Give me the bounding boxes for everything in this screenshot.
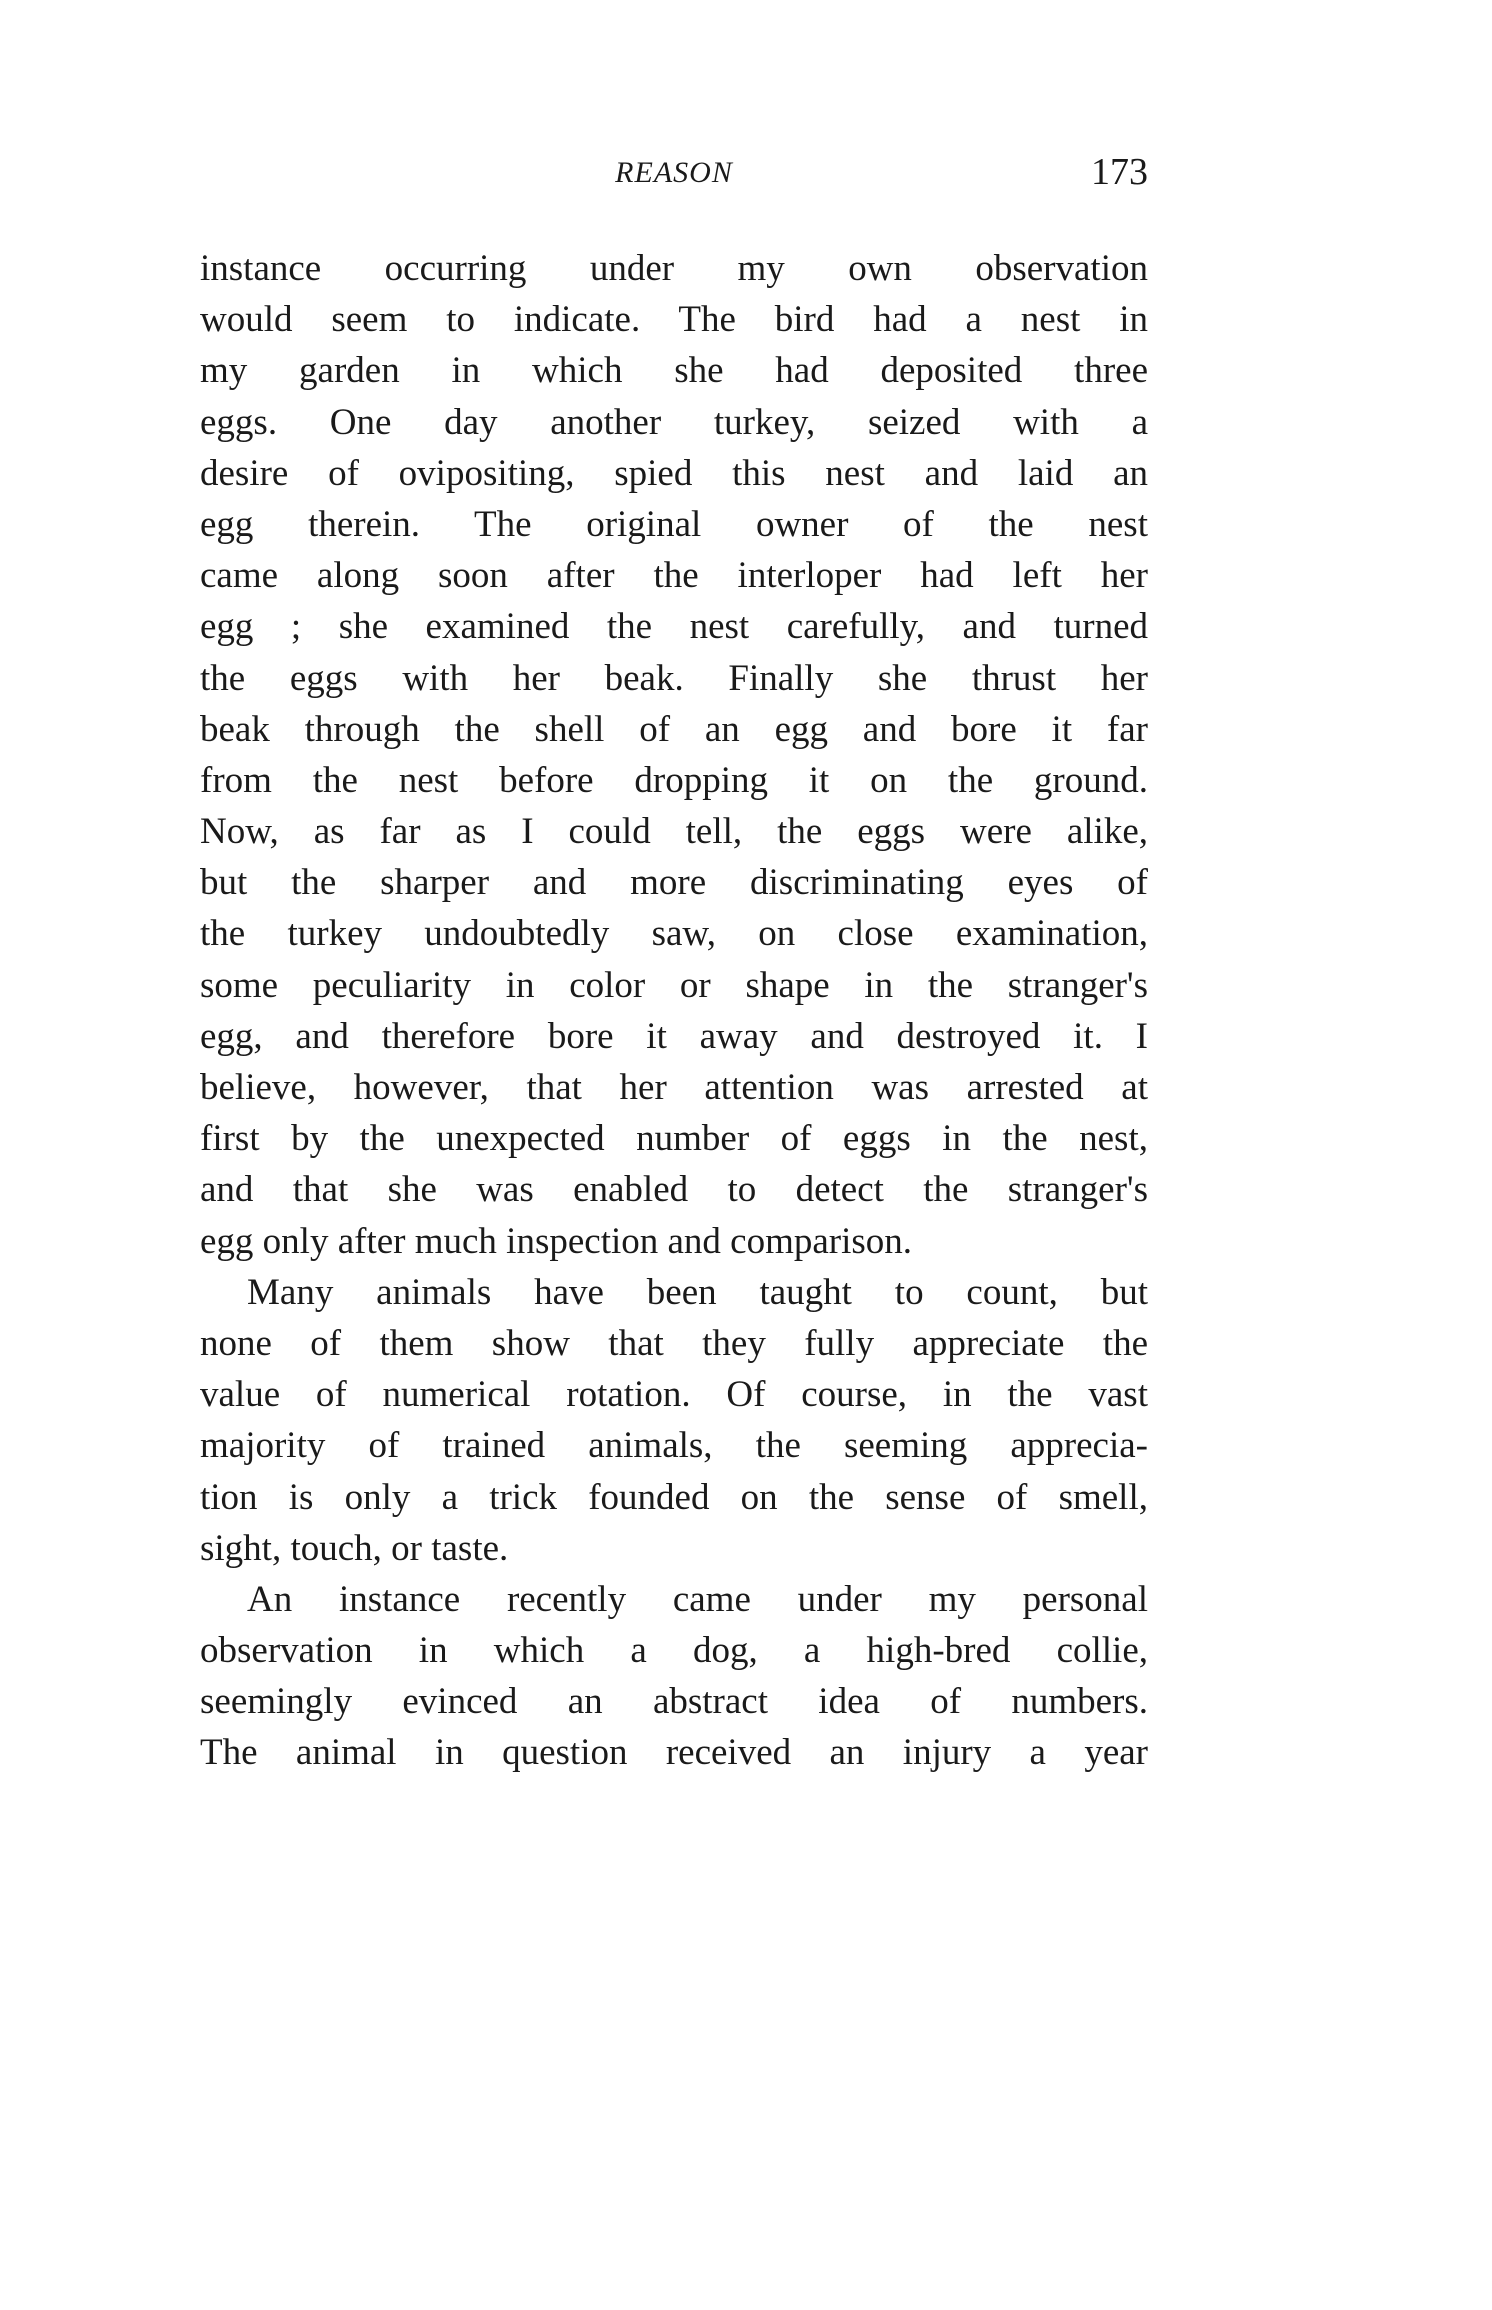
- text-line: majority of trained animals, the seeming apprecia-: [200, 1425, 1148, 1467]
- page-number: 173: [1091, 151, 1148, 193]
- text-line: from the nest before dropping it on the ground.: [200, 759, 1148, 801]
- page-header: [200, 150, 1148, 200]
- text-line: and that she was enabled to detect the stranger's: [200, 1169, 1148, 1211]
- text-line: desire of ovipositing, spied this nest and laid an: [200, 452, 1148, 494]
- text-line: none of them show that they fully appreciate the: [200, 1322, 1148, 1364]
- text-line: egg ; she examined the nest carefully, and turned: [200, 606, 1148, 648]
- text-line: but the sharper and more discriminating eyes of: [200, 862, 1148, 904]
- text-line: first by the unexpected number of eggs in the nest,: [200, 1118, 1148, 1160]
- text-line: some peculiarity in color or shape in the stranger's: [200, 964, 1148, 1006]
- text-line: the eggs with her beak. Finally she thrust her: [200, 657, 1148, 699]
- text-line: instance occurring under my own observation: [200, 248, 1148, 289]
- text-line: would seem to indicate. The bird had a nest in: [200, 299, 1148, 341]
- text-line: seemingly evinced an abstract idea of numbers.: [200, 1681, 1148, 1723]
- text-line: believe, however, that her attention was arrested at: [200, 1067, 1148, 1108]
- text-line: beak through the shell of an egg and bore it far: [200, 708, 1148, 750]
- text-line: came along soon after the interloper had left her: [200, 555, 1148, 597]
- text-line: sight, touch, or taste.: [200, 1527, 509, 1569]
- text-line: value of numerical rotation. Of course, in the vast: [200, 1374, 1148, 1416]
- text-line: egg therein. The original owner of the nest: [200, 503, 1148, 545]
- text-line: Many animals have been taught to count, but: [247, 1271, 1148, 1313]
- text-line: egg, and therefore bore it away and destroyed it. I: [200, 1015, 1148, 1057]
- text-line: tion is only a trick founded on the sense of smell,: [200, 1476, 1148, 1518]
- text-line: Now, as far as I could tell, the eggs were alike,: [200, 811, 1148, 853]
- body-text: [200, 243, 1148, 1779]
- text-line: The animal in question received an injury a year: [200, 1732, 1148, 1774]
- text-line: egg only after much inspection and comparison.: [200, 1220, 913, 1262]
- running-title: REASON: [615, 156, 733, 189]
- text-line: eggs. One day another turkey, seized with a: [200, 401, 1148, 443]
- text-line: the turkey undoubtedly saw, on close examination,: [200, 913, 1148, 955]
- text-line: An instance recently came under my personal: [247, 1578, 1148, 1620]
- text-line: observation in which a dog, a high-bred collie,: [200, 1630, 1148, 1672]
- text-line: my garden in which she had deposited three: [200, 350, 1148, 392]
